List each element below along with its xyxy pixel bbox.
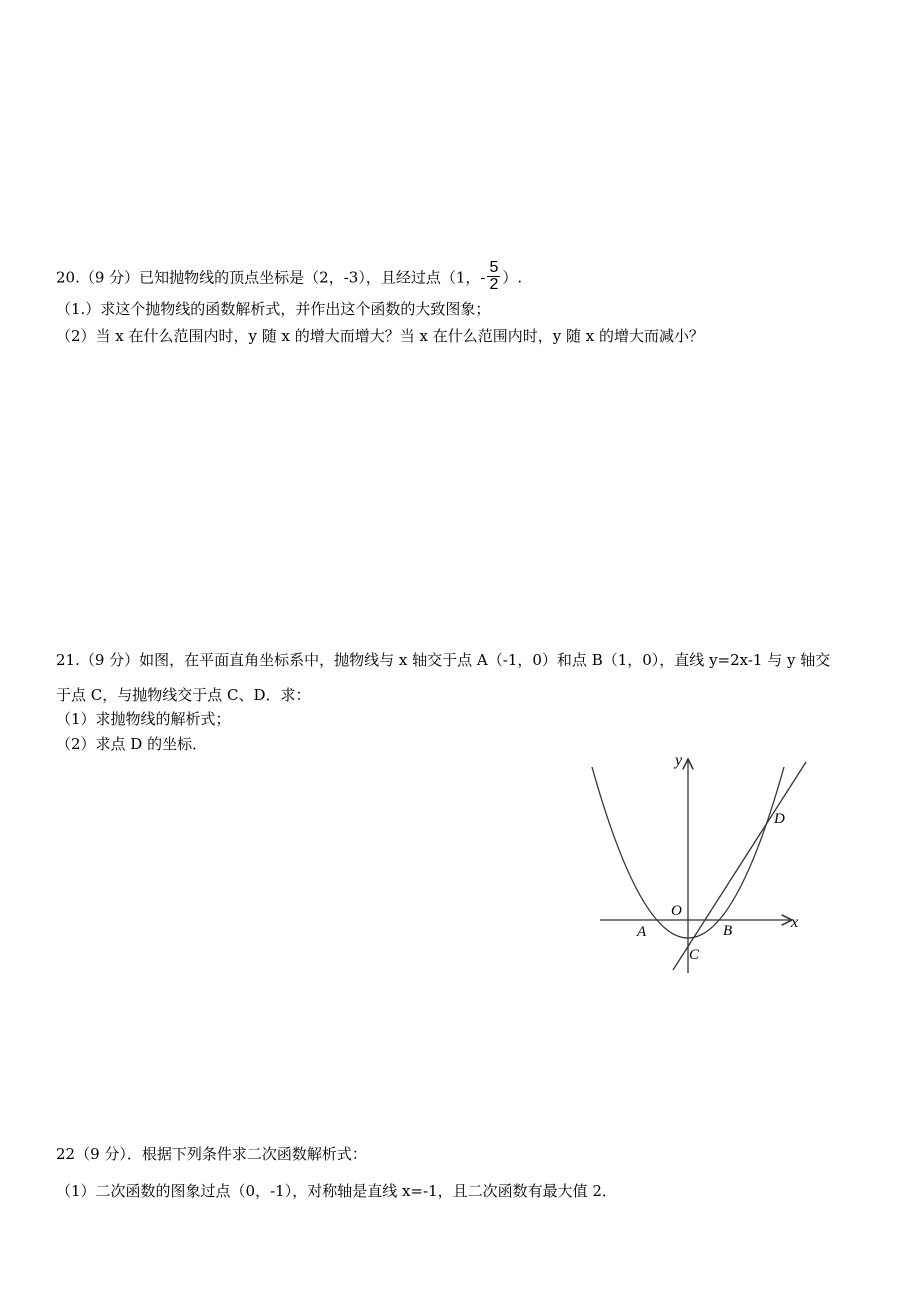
q21-line-2: 于点 C，与抛物线交于点 C、D．求：: [56, 686, 311, 704]
q20-text-before: 20.（9 分）已知抛物线的顶点坐标是（2，-3），且经过点（1，: [56, 268, 481, 287]
parabola-line-figure: [580, 745, 820, 980]
y-axis-label: y: [675, 752, 683, 769]
point-c-label: C: [689, 947, 700, 963]
q20-frac-numerator: 5: [489, 259, 499, 276]
q22-title: 22（9 分）．根据下列条件求二次函数解析式：: [56, 1145, 367, 1163]
q22-part-1: （1）二次函数的图象过点（0，-1），对称轴是直线 x=-1，且二次函数有最大值 2．: [56, 1182, 617, 1200]
question-20-title: [56, 259, 523, 295]
q20-part-1: （1.）求这个抛物线的函数解析式，并作出这个函数的大致图象；: [56, 300, 491, 318]
q21-part-1: （1）求抛物线的解析式；: [56, 710, 231, 728]
point-a-label: A: [637, 924, 647, 940]
q20-fraction: [487, 260, 500, 293]
point-d-label: D: [774, 811, 785, 827]
q20-part-2: （2）当 x 在什么范围内时，y 随 x 的增大而增大？当 x 在什么范围内时，y 随 x 的增大而减小？: [56, 327, 705, 345]
q20-frac-sign: -: [480, 268, 486, 287]
q21-part-2: （2）求点 D 的坐标．: [56, 735, 208, 753]
x-axis-label: x: [791, 914, 799, 931]
origin-label: O: [671, 903, 682, 919]
line-y-2x-1: [673, 762, 806, 970]
point-b-label: B: [723, 923, 733, 939]
q20-frac-denominator: 2: [489, 276, 499, 293]
q20-text-after: ）.: [502, 268, 523, 287]
q21-line-1: 21.（9 分）如图，在平面直角坐标系中，抛物线与 x 轴交于点 A（-1，0）和点 B（1，0），直线 y=2x-1 与 y 轴交: [56, 651, 831, 669]
